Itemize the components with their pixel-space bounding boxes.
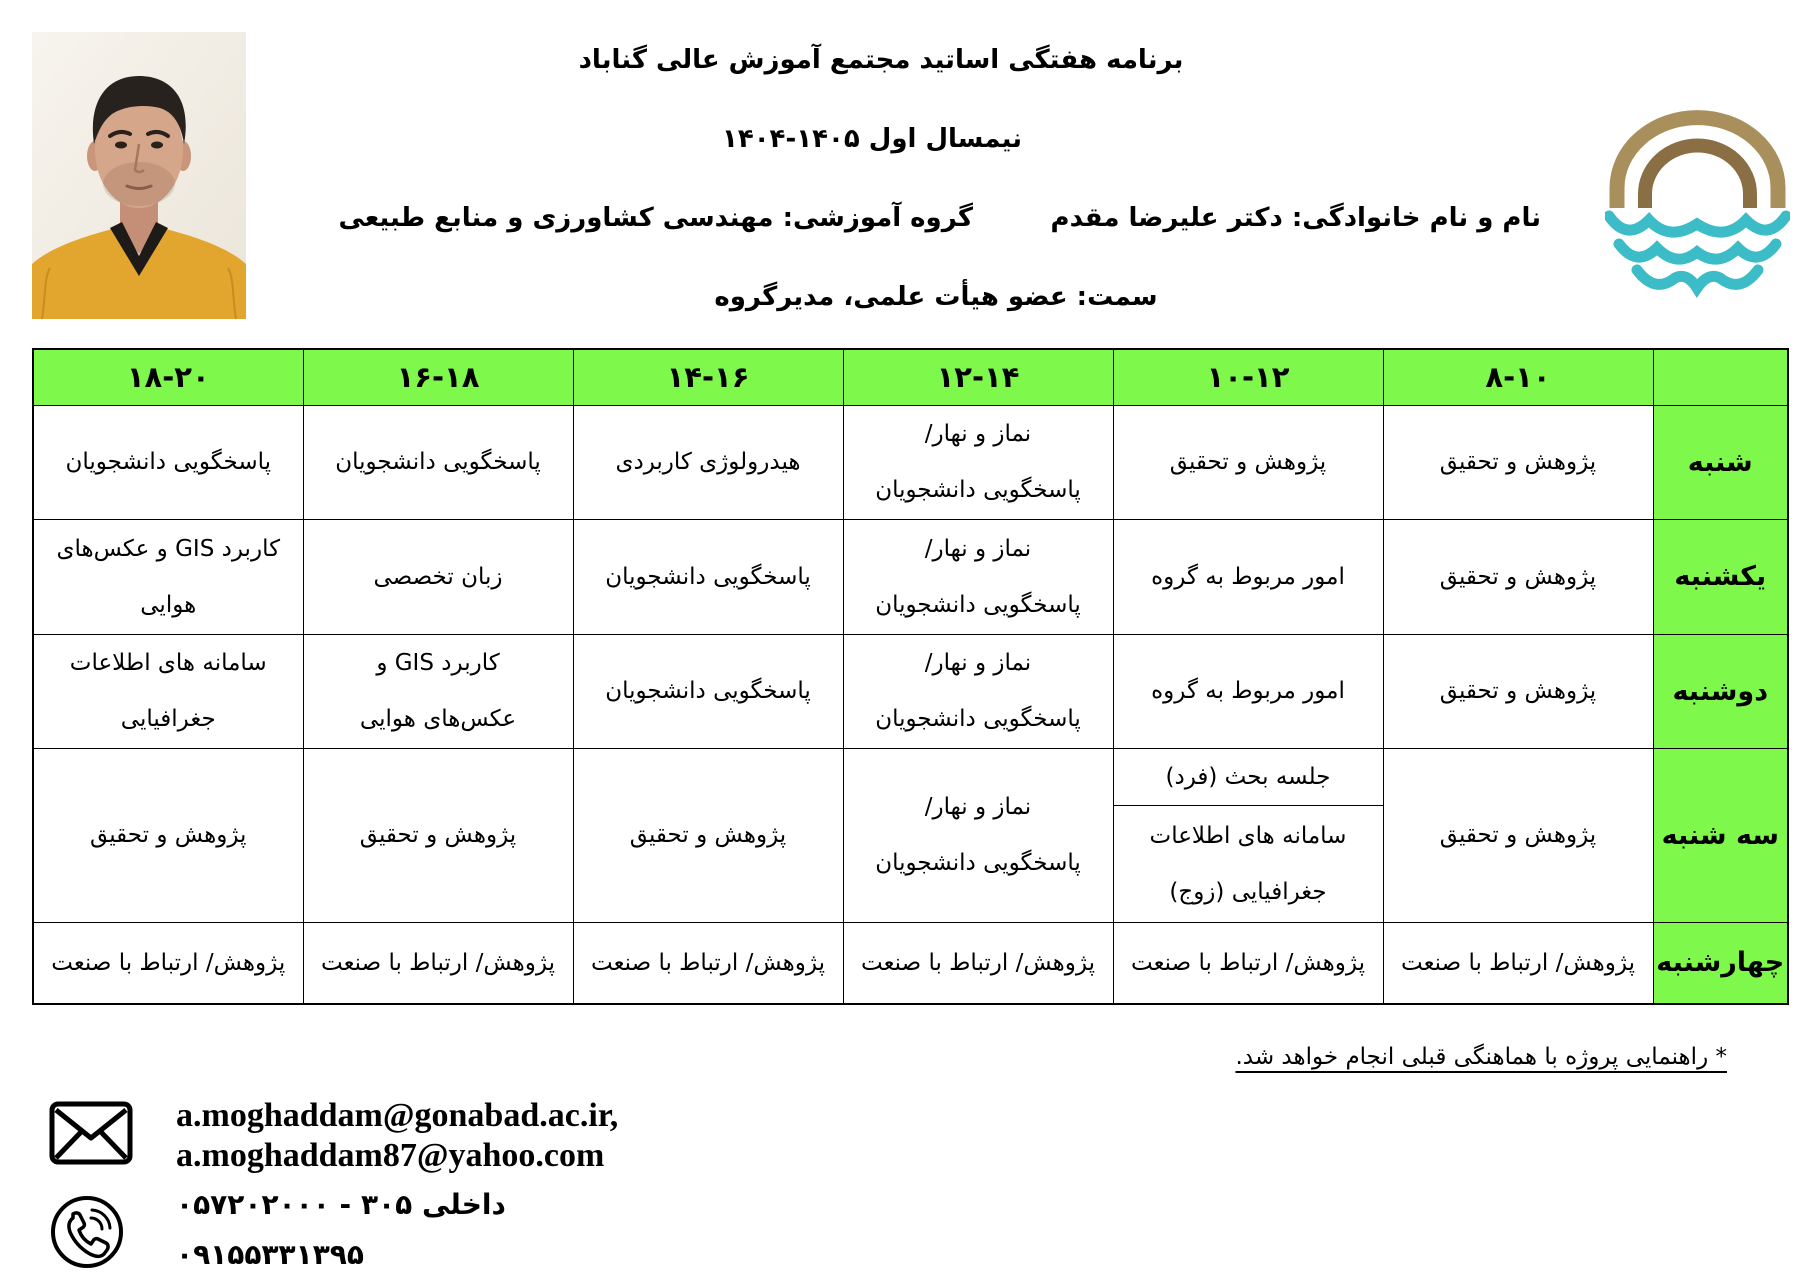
cell-line: پژوهش/ ارتباط با صنعت [590,949,825,976]
page-title: برنامه هفتگی اساتید مجتمع آموزش عالی گناباد [578,45,1184,75]
schedule-cell [33,519,303,634]
cell-line: پاسخگویی دانشجویان [605,678,811,704]
schedule-cell [303,405,573,519]
email-address: a.moghaddam@gonabad.ac.ir, [176,1097,619,1134]
schedule-cell [33,634,303,748]
schedule-cell [1383,519,1653,634]
time-slot-header: ۱۲-۱۴ [843,349,1113,405]
envelope-icon [49,1101,133,1165]
semester-label: نیمسال اول ۱۴۰۵-۱۴۰۴ [721,124,1023,154]
instructor-name: نام و نام خانوادگی: دکتر علیرضا مقدم [1050,203,1541,233]
schedule-body [33,405,1788,1004]
schedule-cell [1383,405,1653,519]
cell-line: جلسه بحث (فرد) [1165,763,1331,790]
schedule-cell [1383,634,1653,748]
university-logo [1605,110,1790,300]
cell-line: پژوهش/ ارتباط با صنعت [1400,949,1635,976]
schedule-cell [843,519,1113,634]
logo-wave [1619,244,1776,259]
logo-inner-arch [1645,146,1750,208]
mobile-phone: ۰۹۱۵۵۳۳۱۳۹۵ [176,1238,364,1271]
schedule-cell [843,748,1113,922]
schedule-row [33,519,1788,634]
schedule-cell [33,922,303,1004]
schedule-cell [33,748,303,922]
footnote: * راهنمایی پروژه با هماهنگی قبلی انجام خواهد شد. [1235,1044,1727,1070]
cell-line: امور مربوط به گروه [1151,563,1345,590]
cell-line: جغرافیایی [120,706,216,732]
cell-line: پژوهش و تحقیق [359,822,517,848]
cell-line: پاسخگویی دانشجویان [875,591,1081,618]
schedule-cell [1113,748,1383,922]
cell-line: پاسخگویی دانشجویان [335,449,541,475]
email-address: a.moghaddam87@yahoo.com [176,1137,605,1174]
schedule-row [33,748,1788,922]
cell-line: پاسخگویی دانشجویان [875,706,1081,732]
schedule-cell [1113,922,1383,1004]
cell-line: پژوهش/ ارتباط با صنعت [860,949,1095,976]
cell-line: نماز و نهار/ [924,794,1032,820]
office-phone: داخلی ۳۰۵ - ۰۵۷۲۰۲۰۰۰ [176,1188,506,1221]
cell-line: پژوهش و تحقیق [1439,563,1597,590]
cell-line: پژوهش/ ارتباط با صنعت [1130,949,1365,976]
schedule-row [33,405,1788,519]
cell-line: امور مربوط به گروه [1151,678,1345,704]
day-label: چهارشنبه [1653,922,1788,1004]
cell-line: پژوهش/ ارتباط با صنعت [51,949,286,976]
schedule-cell [843,922,1113,1004]
time-slot-header: ۱۸-۲۰ [33,349,303,405]
schedule-cell [303,922,573,1004]
schedule-cell [573,922,843,1004]
schedule-cell [843,405,1113,519]
time-slot-header: ۸-۱۰ [1383,349,1653,405]
day-label: شنبه [1653,405,1788,519]
schedule-cell [573,405,843,519]
schedule-cell [303,519,573,634]
day-label: سه شنبه [1653,748,1788,922]
time-slot-header: ۱۶-۱۸ [303,349,573,405]
cell-line: پژوهش و تحقیق [1439,678,1597,704]
schedule-cell [303,634,573,748]
cell-line: عکس‌های هوایی [359,706,517,732]
schedule-row [33,634,1788,748]
schedule-cell [1383,922,1653,1004]
corner-cell [1653,349,1788,405]
logo-wave [1609,216,1786,232]
header-row [33,349,1788,405]
cell-line: پاسخگویی دانشجویان [65,449,272,475]
cell-line: زبان تخصصی [373,563,503,590]
schedule-cell [1113,405,1383,519]
schedule-cell [1113,519,1383,634]
schedule-cell [1113,634,1383,748]
schedule-cell-part [1114,749,1383,806]
cell-line: هوایی [140,591,197,618]
day-label: دوشنبه [1653,634,1788,748]
logo-wave [1637,270,1758,288]
cell-line: پاسخگویی دانشجویان [875,477,1081,503]
cell-line: کاربرد GIS و [376,650,500,676]
cell-line: پژوهش و تحقیق [1169,449,1327,475]
department-label: گروه آموزشی: مهندسی کشاورزی و منابع طبیعی [338,203,973,233]
weekly-schedule-table [32,348,1789,1005]
schedule-cell [843,634,1113,748]
cell-line: سامانه های اطلاعات [69,650,267,676]
schedule-row [33,922,1788,1004]
cell-line: سامانه های اطلاعات [1149,822,1347,849]
cell-line: نماز و نهار/ [924,535,1032,562]
cell-line: کاربرد GIS و عکس‌های [56,535,281,562]
cell-line: پاسخگویی دانشجویان [875,850,1081,876]
schedule-header [33,349,1788,405]
cell-line: پژوهش/ ارتباط با صنعت [320,949,555,976]
cell-line: هیدرولوژی کاربردی [615,449,801,475]
time-slot-header: ۱۰-۱۲ [1113,349,1383,405]
cell-line: پژوهش و تحقیق [629,822,787,848]
schedule-cell [1383,748,1653,922]
cell-line: پژوهش و تحقیق [90,822,247,848]
cell-line: نماز و نهار/ [924,421,1032,447]
schedule-cell-part [1114,806,1383,922]
schedule-cell [573,634,843,748]
schedule-cell [573,519,843,634]
time-slot-header: ۱۴-۱۶ [573,349,843,405]
profile-photo [32,32,246,319]
position-label: سمت: عضو هیأت علمی، مدیرگروه [714,282,1158,312]
cell-line: پژوهش و تحقیق [1439,449,1597,475]
schedule-cell [573,748,843,922]
cell-line: جغرافیایی (زوج) [1169,878,1327,905]
phone-icon [49,1194,125,1270]
cell-line: نماز و نهار/ [924,650,1032,676]
cell-line: پژوهش و تحقیق [1439,822,1597,848]
day-label: یکشنبه [1653,519,1788,634]
schedule-cell [33,405,303,519]
schedule-cell [303,748,573,922]
cell-line: پاسخگویی دانشجویان [605,563,811,590]
